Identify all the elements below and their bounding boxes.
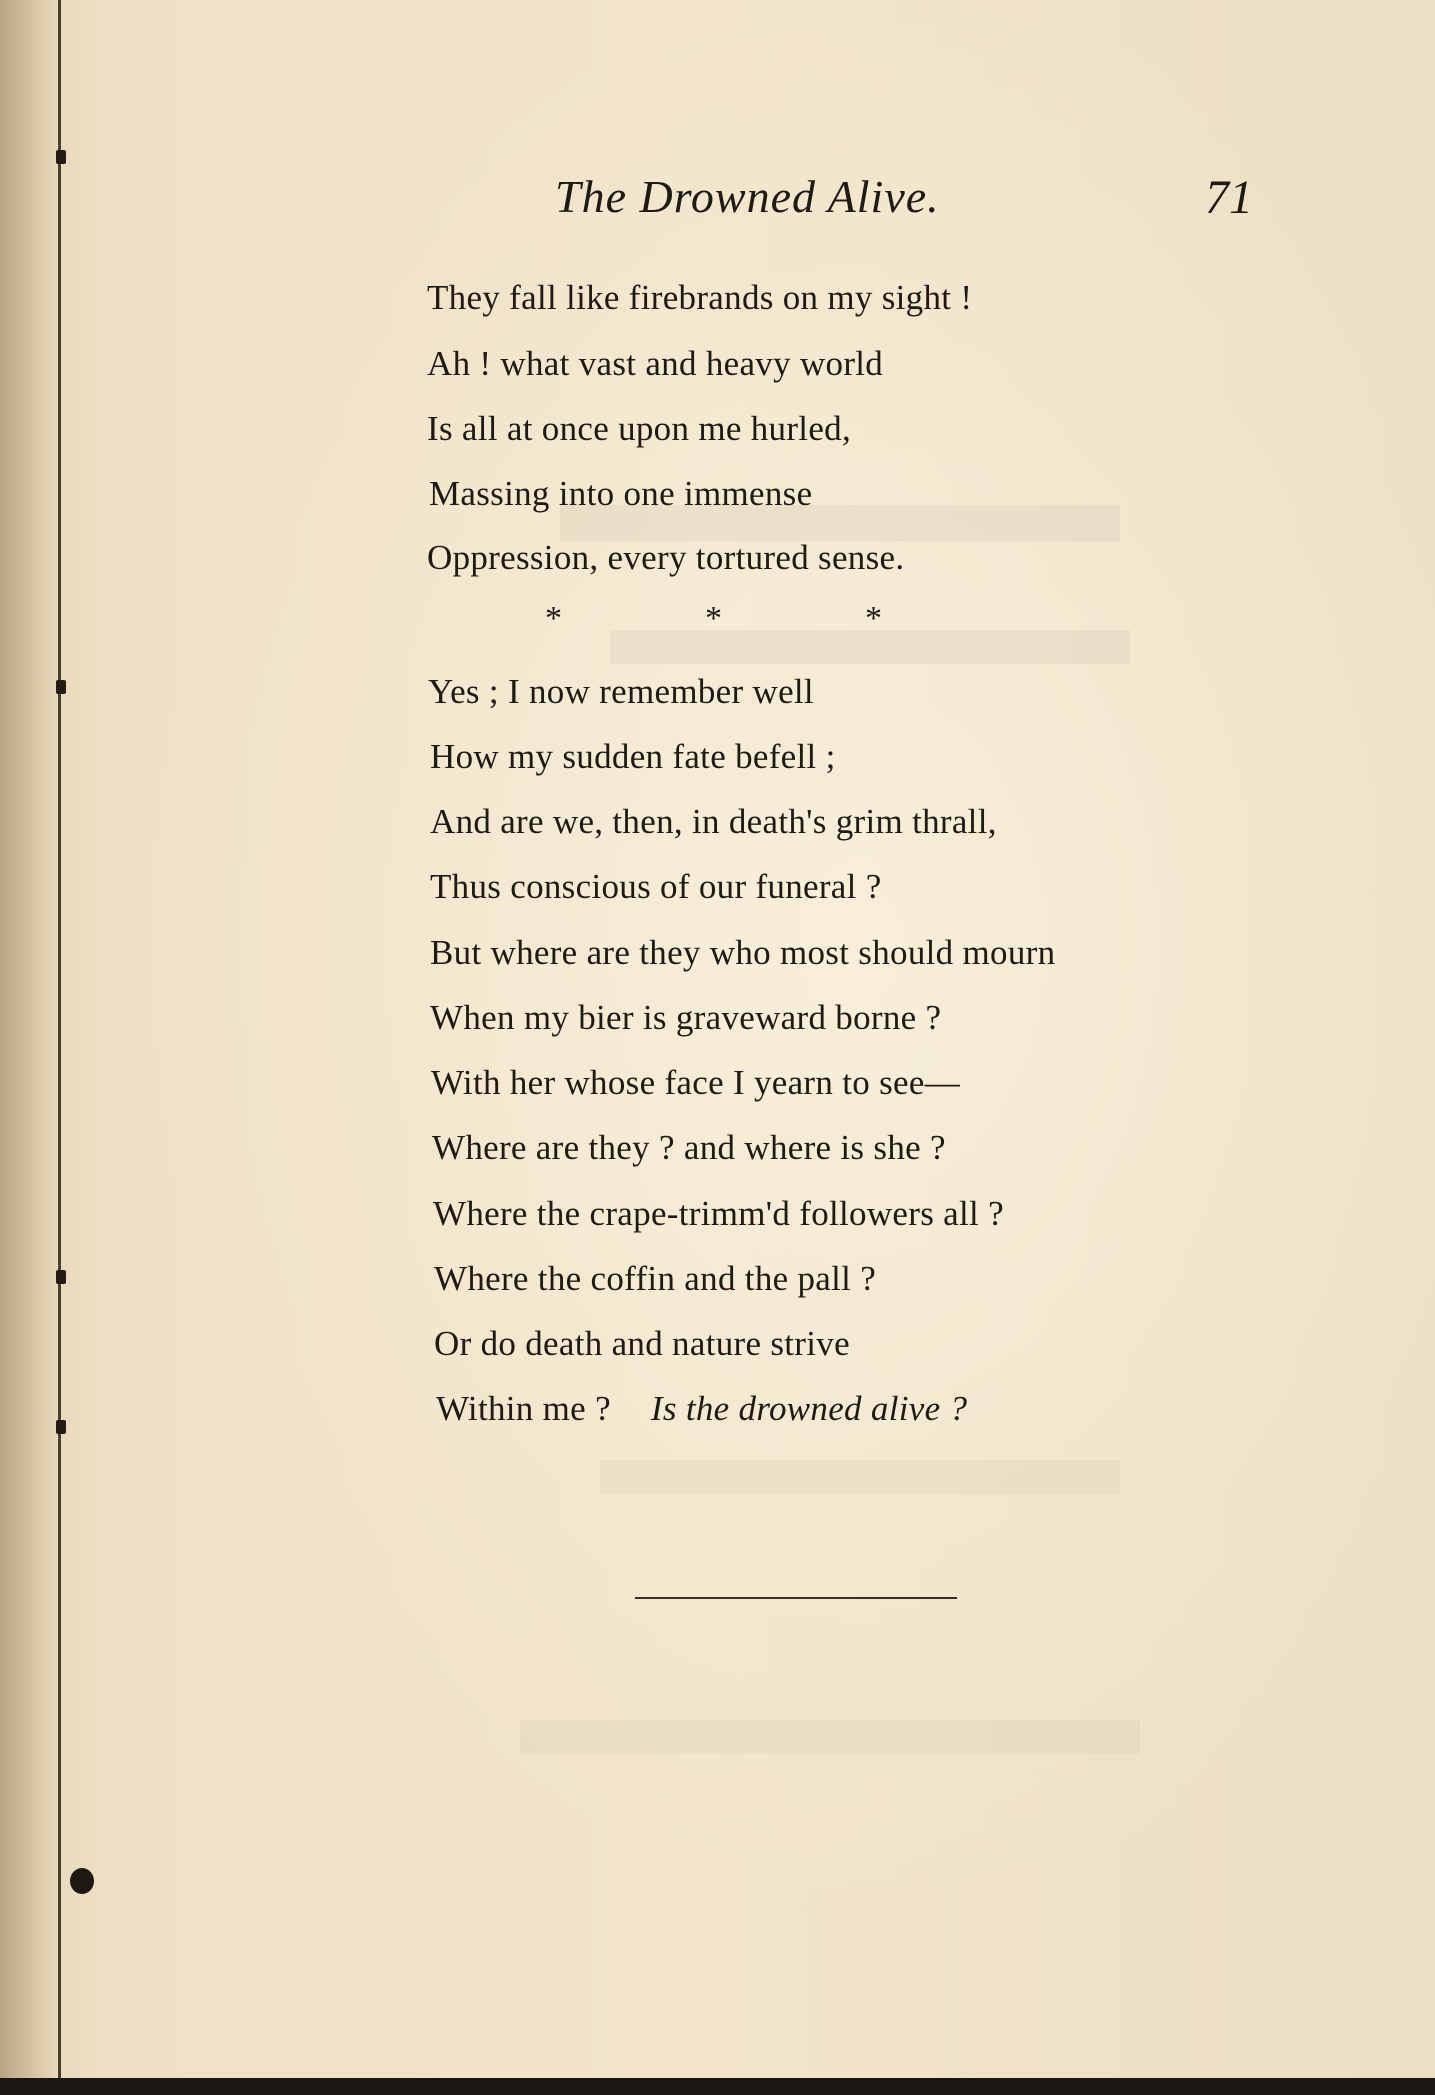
verse-line: Thus conscious of our funeral ? <box>430 867 882 906</box>
verse-line: Massing into one immense <box>429 474 813 513</box>
bleed-through-shadow <box>520 1720 1140 1754</box>
verse-line: But where are they who most should mourn <box>430 933 1056 972</box>
verse-line: Or do death and nature strive <box>434 1324 850 1363</box>
final-line-italic: Is the drowned alive ? <box>650 1389 968 1428</box>
verse-line: Is all at once upon me hurled, <box>427 409 852 448</box>
scan-edge <box>0 2078 1435 2095</box>
asterisk: * <box>865 600 882 637</box>
verse-line-final <box>436 1389 967 1429</box>
verse-line: Oppression, every tortured sense. <box>427 538 905 577</box>
verse-line: Where are they ? and where is she ? <box>432 1128 946 1167</box>
verse-line: And are we, then, in death's grim thrall, <box>430 802 997 841</box>
bleed-through-shadow <box>600 1460 1120 1494</box>
closing-rule <box>635 1597 957 1599</box>
asterisk: * <box>705 600 722 637</box>
page-number: 71 <box>1205 171 1253 224</box>
verse-line: When my bier is graveward borne ? <box>430 998 942 1037</box>
spine-shadow <box>0 0 58 2078</box>
final-line-roman: Within me ? <box>436 1389 611 1428</box>
running-title: The Drowned Alive. <box>555 171 940 222</box>
verse-line: With her whose face I yearn to see— <box>431 1063 961 1102</box>
spine-binding-line <box>58 0 61 2078</box>
binding-stitch <box>56 150 66 164</box>
verse-line: How my sudden fate befell ; <box>430 737 836 776</box>
verse-line: Yes ; I now remember well <box>428 672 814 711</box>
section-break <box>545 600 1025 638</box>
verse-line: Where the crape-trimm'd followers all ? <box>433 1194 1004 1233</box>
asterisk: * <box>545 600 562 637</box>
verse-line: Ah ! what vast and heavy world <box>427 344 884 383</box>
verse-line: Where the coffin and the pall ? <box>434 1259 877 1298</box>
binding-stitch <box>56 680 66 694</box>
binding-stitch <box>56 1420 66 1434</box>
ink-blot <box>70 1868 94 1894</box>
binding-stitch <box>56 1270 66 1284</box>
verse-line: They fall like firebrands on my sight ! <box>427 278 973 317</box>
